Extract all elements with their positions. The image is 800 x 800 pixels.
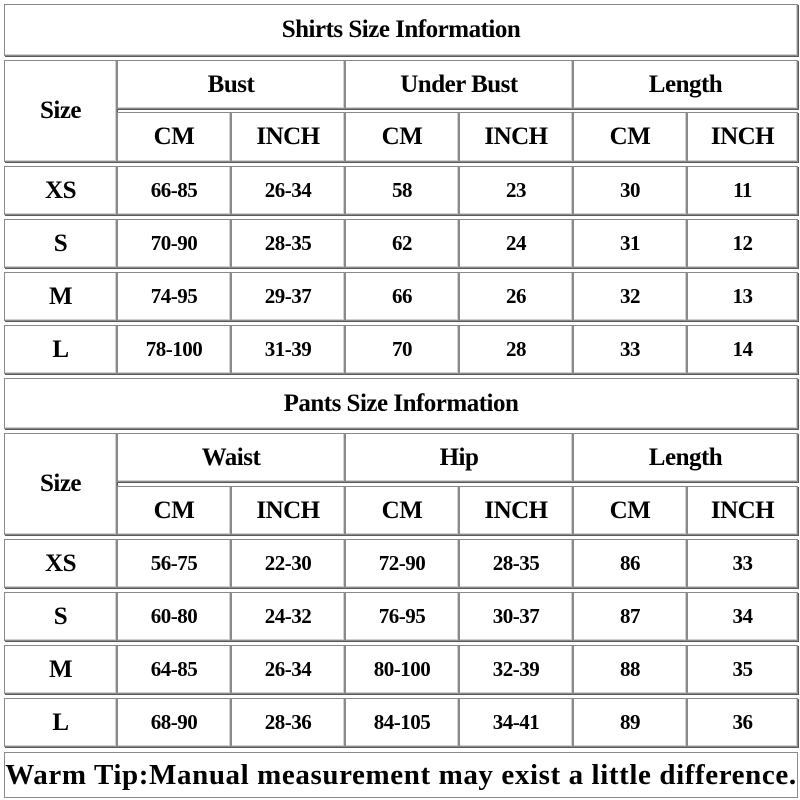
pants-row-value: 32-39 [459, 645, 573, 694]
pants-row-value: 72-90 [345, 539, 459, 588]
shirts-row-value: 31-39 [231, 325, 345, 374]
shirts-row-value: 70 [345, 325, 459, 374]
shirts-unit-header: INCH [459, 112, 573, 162]
pants-row-value: 87 [573, 592, 687, 641]
shirts-row-value: 29-37 [231, 272, 345, 321]
shirts-row-value: 13 [687, 272, 798, 321]
pants-row-value: 28-36 [231, 698, 345, 747]
pants-row-value: 56-75 [117, 539, 231, 588]
pants-row-value: 26-34 [231, 645, 345, 694]
pants-row-value: 60-80 [117, 592, 231, 641]
pants-size-header: Size [4, 433, 117, 535]
pants-row-size: S [4, 592, 117, 641]
shirts-row-value: 62 [345, 219, 459, 268]
pants-row-value: 28-35 [459, 539, 573, 588]
pants-row-value: 68-90 [117, 698, 231, 747]
pants-unit-header: CM [573, 486, 687, 535]
pants-group-header: Length [573, 433, 798, 482]
shirts-row-value: 12 [687, 219, 798, 268]
shirts-row-value: 26-34 [231, 166, 345, 215]
shirts-group-header: Length [573, 60, 798, 109]
shirts-row-value: 66-85 [117, 166, 231, 215]
shirts-title: Shirts Size Information [4, 4, 798, 56]
pants-group-header: Hip [345, 433, 573, 482]
pants-unit-header: CM [117, 486, 231, 535]
pants-row-value: 89 [573, 698, 687, 747]
shirts-row-value: 11 [687, 166, 798, 215]
shirts-unit-header: CM [345, 112, 459, 162]
pants-row-value: 36 [687, 698, 798, 747]
shirts-unit-header: CM [573, 112, 687, 162]
shirts-group-header: Under Bust [345, 60, 573, 109]
pants-unit-header: INCH [459, 486, 573, 535]
pants-row-value: 35 [687, 645, 798, 694]
pants-row-value: 80-100 [345, 645, 459, 694]
pants-row-size: XS [4, 539, 117, 588]
pants-row-value: 86 [573, 539, 687, 588]
pants-row-size: M [4, 645, 117, 694]
shirts-row-value: 23 [459, 166, 573, 215]
shirts-unit-header: INCH [231, 112, 345, 162]
pants-row-value: 34-41 [459, 698, 573, 747]
pants-group-header: Waist [117, 433, 345, 482]
shirts-row-size: XS [4, 166, 117, 215]
pants-unit-header: INCH [231, 486, 345, 535]
shirts-row-value: 26 [459, 272, 573, 321]
shirts-row-size: S [4, 219, 117, 268]
warm-tip: Warm Tip:Manual measurement may exist a little difference. [4, 752, 798, 798]
shirts-row-value: 28 [459, 325, 573, 374]
pants-title: Pants Size Information [4, 378, 798, 429]
shirts-row-value: 28-35 [231, 219, 345, 268]
shirts-row-size: M [4, 272, 117, 321]
shirts-row-value: 30 [573, 166, 687, 215]
pants-row-value: 22-30 [231, 539, 345, 588]
pants-row-value: 64-85 [117, 645, 231, 694]
shirts-unit-header: CM [117, 112, 231, 162]
shirts-size-header: Size [4, 60, 117, 162]
shirts-row-value: 14 [687, 325, 798, 374]
shirts-group-header: Bust [117, 60, 345, 109]
shirts-row-value: 24 [459, 219, 573, 268]
pants-row-size: L [4, 698, 117, 747]
shirts-row-value: 70-90 [117, 219, 231, 268]
pants-row-value: 30-37 [459, 592, 573, 641]
shirts-row-value: 66 [345, 272, 459, 321]
shirts-row-value: 33 [573, 325, 687, 374]
shirts-row-value: 58 [345, 166, 459, 215]
shirts-row-value: 74-95 [117, 272, 231, 321]
pants-row-value: 76-95 [345, 592, 459, 641]
shirts-row-value: 32 [573, 272, 687, 321]
pants-row-value: 84-105 [345, 698, 459, 747]
pants-row-value: 34 [687, 592, 798, 641]
shirts-row-value: 31 [573, 219, 687, 268]
pants-row-value: 88 [573, 645, 687, 694]
pants-row-value: 33 [687, 539, 798, 588]
pants-unit-header: INCH [687, 486, 798, 535]
pants-row-value: 24-32 [231, 592, 345, 641]
shirts-row-value: 78-100 [117, 325, 231, 374]
shirts-unit-header: INCH [687, 112, 798, 162]
shirts-row-size: L [4, 325, 117, 374]
pants-unit-header: CM [345, 486, 459, 535]
